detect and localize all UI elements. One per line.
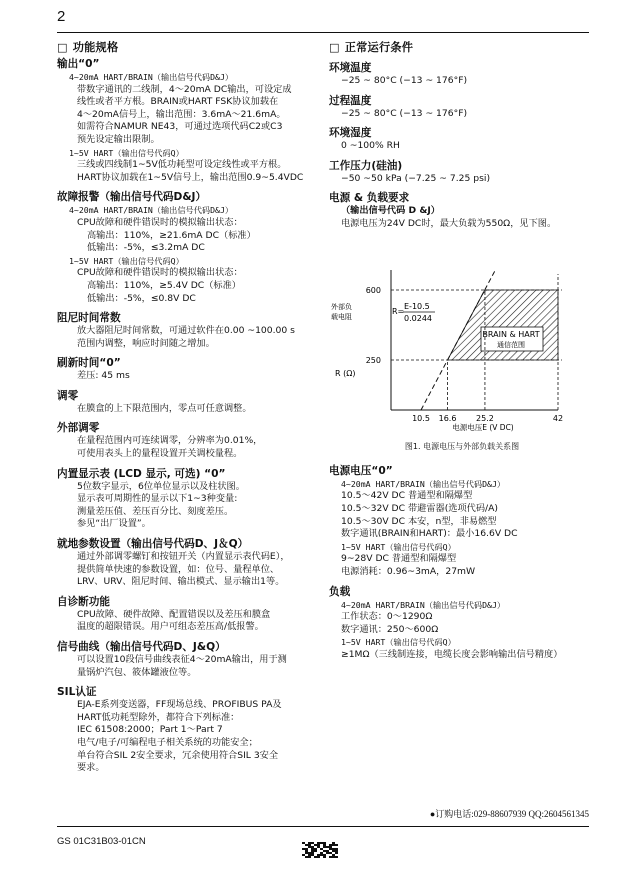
- damping-line-1: 放大器阻尼时间常数，可通过软件在0.00 ~100.00 s: [77, 325, 295, 337]
- output-line-1: 带数字通讯的二线制，4～20mA DC输出，可设定成: [77, 83, 292, 95]
- load-chart: [329, 235, 595, 440]
- x-tick-label-10.5: 10.5: [412, 413, 430, 423]
- output-line-3: 4～20mA信号上，输出范围：3.6mA～21.6mA。: [77, 108, 286, 120]
- x-tick-label-42: 42: [552, 413, 564, 423]
- output-heading: 输出“0”: [57, 58, 100, 70]
- pressure-heading: 工作压力(硅油): [329, 159, 403, 172]
- lcd-line-3: 测量差压值、差压百分比、刻度差压。: [77, 505, 234, 517]
- sil-line-4: 电气/电子/可编程电子相关系统的功能安全；: [77, 736, 258, 748]
- output-line-2: 线性或者平方根。BRAIN或HART FSK协议加载在: [77, 96, 279, 108]
- section-title-operating-conditions: □ 正常运行条件: [329, 40, 595, 55]
- process-temp-value: −25 ~ 80°C (−13 ~ 176°F): [341, 107, 468, 119]
- process-temp-heading: 过程温度: [329, 94, 372, 107]
- humidity-heading: 环境湿度: [329, 127, 372, 140]
- voltage-line-6: 电源消耗：0.96~3mA，27mW: [341, 565, 476, 577]
- load-line-2: 数字通讯：250～600Ω: [341, 623, 439, 635]
- ext-zero-line-2: 可使用表头上的量程设置开关调校量程。: [77, 448, 243, 460]
- top-rule: [57, 32, 589, 33]
- local-line-1: 通过外部调零螺钉和按钮开关（内置显示表代码E），: [77, 551, 290, 563]
- update-heading: 刷新时间“0”: [57, 357, 121, 370]
- lcd-line-1: 5位数字显示，6位单位显示以及柱状图。: [77, 480, 245, 492]
- y-tick-label-250: 250: [365, 355, 381, 365]
- formula-r: R=: [392, 306, 405, 316]
- output-line-5: 预先设定输出限制。: [77, 133, 160, 145]
- barcode-cell: [335, 856, 338, 858]
- load-line-1: 工作状态：0～1290Ω: [341, 611, 433, 623]
- load-sub-4-20ma: 4~20mA HART/BRAIN（输出信号代码D&J）: [341, 599, 506, 610]
- section-title-functional-specs: □ 功能规格: [57, 40, 320, 55]
- output-line-6: 三线或四线制1~5V低功耗型可设定线性或平方根。: [77, 159, 287, 171]
- load-sub-1-5v: 1~5V HART（输出信号代码Q）: [341, 637, 456, 648]
- page-number: 2: [57, 8, 66, 25]
- y-axis-name-line-2: 载电阻: [331, 312, 352, 321]
- supply-load-heading: 电源 & 负载要求: [329, 192, 410, 205]
- left-column: [57, 40, 320, 775]
- supply-load-line-1: 电源电压为24V DC时，最大负载为550Ω，见下图。: [341, 217, 557, 229]
- lcd-heading: 内置显示表 (LCD 显示, 可选) “0”: [57, 467, 226, 480]
- sil-line-5: 单台符合SIL 2安全要求，冗余使用符合SIL 3安全: [77, 749, 279, 761]
- local-line-2: 提供简单快速的参数设置，如：位号、量程单位、: [77, 563, 280, 575]
- sil-line-1: EJA-E系列变送器，FF现场总线、PROFIBUS PA及: [77, 699, 282, 711]
- ext-zero-heading: 外部调零: [57, 422, 100, 435]
- voltage-line-1: 10.5～42V DC 普通型和隔爆型: [341, 490, 473, 502]
- voltage-line-5: 9~28V DC 普通型和隔爆型: [341, 553, 457, 565]
- pressure-value: −50 ~50 kPa (−7.25 ~ 7.25 psi): [341, 172, 491, 184]
- humidity-value: 0 ~100% RH: [341, 140, 400, 152]
- voltage-line-4: 数字通讯(BRAIN和HART)：最小16.6V DC: [341, 528, 518, 540]
- curve-line-2: 量锅炉汽包、筱体罐液位等。: [77, 666, 197, 678]
- local-setting-heading: 就地参数设置（输出信号代码D、J＆Q）: [57, 538, 249, 551]
- voltage-line-2: 10.5～32V DC 带避雷器(选项代码/A): [341, 502, 498, 514]
- update-line-1: 差压: 45 ms: [77, 370, 130, 382]
- ambient-temp-value: −25 ~ 80°C (−13 ~ 176°F): [341, 75, 468, 86]
- local-line-3: LRV、URV、阻尼时间、输出模式、显示输出1等。: [77, 576, 285, 588]
- region-label-2: 通信范围: [497, 340, 525, 349]
- fault-heading: 故障报警（输出信号代码D&J）: [57, 191, 207, 204]
- order-contact: ●订购电话:029-88607939 QQ:2604561345: [429, 809, 589, 819]
- voltage-sub-4-20ma: 4~20mA HART/BRAIN（输出信号代码D&J）: [341, 478, 506, 489]
- damping-heading: 阻尼时间常数: [57, 312, 121, 325]
- curve-line-1: 可以设置10段信号曲线表征4～20mA输出，用于测: [77, 654, 287, 665]
- x-tick-label-25.2: 25.2: [476, 413, 494, 423]
- fault-line-1: CPU故障和硬件错误时的模拟输出状态：: [77, 216, 243, 228]
- fault-line-5: 高输出：110%，≥5.4V DC（标准）: [87, 279, 241, 291]
- load-heading: 负载: [329, 585, 351, 598]
- formula-denominator: 0.0244: [404, 313, 432, 323]
- fault-sub-1-5v: 1~5V HART（输出信号代码Q）: [69, 255, 184, 266]
- fault-sub-4-20ma: 4~20mA HART/BRAIN（输出信号代码D&J）: [69, 205, 234, 216]
- output-sub-4-20ma: 4~20mA HART/BRAIN（输出信号代码D&J）: [69, 72, 234, 82]
- x-axis-label: 电源电压E (V DC): [452, 422, 514, 432]
- ext-zero-line-1: 在量程范围内可连续调零，分辨率为0.01%，: [77, 435, 263, 447]
- chart-caption: 图1. 电源电压与外部负载关系图: [404, 442, 520, 452]
- load-line-3: ≥1MΩ（三线制连接，电缆长度会影响输出信号精度）: [341, 648, 563, 660]
- fault-line-4: CPU故障和硬件错误时的模拟输出状态：: [77, 267, 243, 279]
- barcode-mark: [302, 842, 338, 858]
- sil-heading: SIL认证: [57, 686, 97, 699]
- diag-line-2: 温度的超限错误。用户可组态差压高/低报警。: [77, 621, 264, 633]
- formula-numerator: E-10.5: [404, 301, 430, 311]
- y-axis-name-line-1: 外部负: [331, 302, 352, 311]
- output-sub-1-5v: 1~5V HART（输出信号代码Q）: [69, 147, 184, 158]
- sil-line-2: HART低功耗型除外，都符合下列标准：: [77, 711, 240, 723]
- fault-line-3: 低输出：-5%，≤3.2mA DC: [87, 242, 205, 254]
- lcd-line-2: 显示表可周期性的显示以下1~3种变量:: [77, 493, 238, 505]
- sil-line-3: IEC 61508:2000；Part 1～Part 7: [77, 724, 223, 736]
- document-number: GS 01C31B03-01CN: [57, 836, 146, 847]
- ambient-temp-heading: 环境温度: [329, 62, 372, 74]
- output-line-7: HART协议加载在1~5V信号上，输出范围0.9~5.4VDC: [77, 171, 304, 183]
- output-line-4: 如需符合NAMUR NE43，可通过选项代码C2或C3: [77, 121, 283, 133]
- lcd-line-4: 参见“出厂设置”。: [77, 518, 151, 530]
- region-label-1: BRAIN & HART: [482, 329, 540, 339]
- voltage-sub-1-5v: 1~5V HART（输出信号代码Q）: [341, 541, 456, 552]
- diag-heading: 自诊断功能: [57, 595, 110, 608]
- y-axis-unit: R (Ω): [335, 368, 356, 378]
- footer-rule: [57, 826, 589, 827]
- load-chart-svg: [329, 235, 595, 435]
- diag-line-1: CPU故障、硬件故障、配置错误以及差压和膜盒: [77, 608, 271, 620]
- voltage-heading: 电源电压“0”: [329, 464, 393, 477]
- curve-heading: 信号曲线（输出信号代码D、J&Q）: [57, 641, 226, 653]
- x-tick-label-16.6: 16.6: [438, 413, 457, 423]
- fault-line-6: 低输出：-5%，≤0.8V DC: [87, 292, 196, 304]
- zero-heading: 调零: [57, 389, 79, 402]
- supply-load-sub: （输出信号代码 D &J）: [341, 205, 440, 217]
- zero-line-1: 在膜盒的上下限范围内，零点可任意调整。: [77, 402, 252, 414]
- fault-line-2: 高输出：110%，≥21.6mA DC（标准）: [87, 229, 256, 241]
- voltage-line-3: 10.5～30V DC 本安，n型，非易燃型: [341, 515, 497, 527]
- right-column: [329, 40, 595, 661]
- y-tick-label-600: 600: [365, 285, 381, 295]
- sil-line-6: 要求。: [77, 762, 105, 774]
- damping-line-2: 范围内调整，响应时间随之增加。: [77, 337, 215, 349]
